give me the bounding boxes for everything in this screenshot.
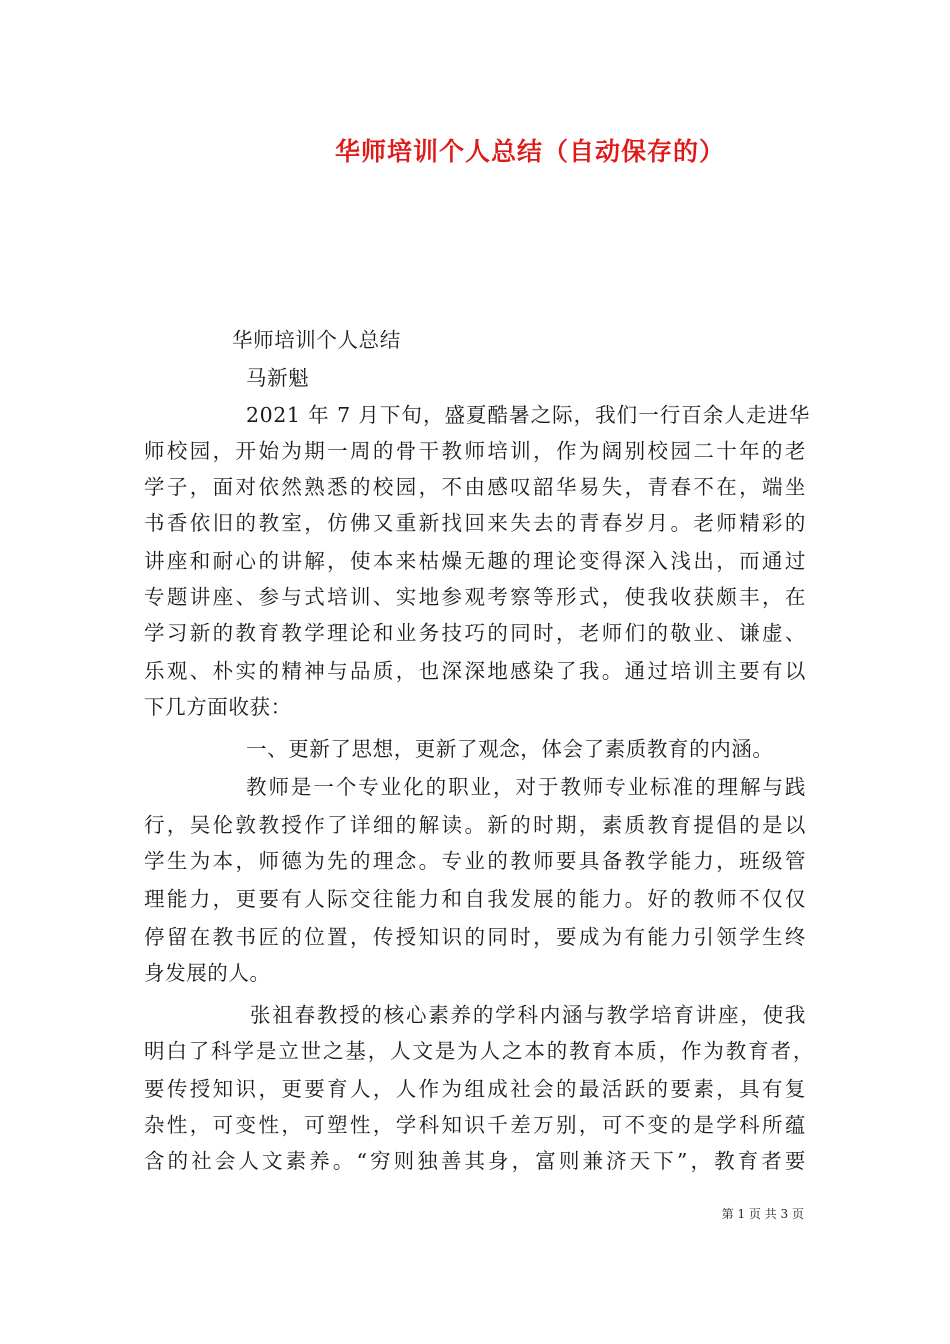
- paragraph-line: 学生为本，师德为先的理念。专业的教师要具备教学能力，班级管: [144, 849, 806, 873]
- paragraph-line: 2021 年 7 月下旬，盛夏酷暑之际，我们一行百余人走进华: [246, 403, 810, 427]
- paragraph-line: 要传授知识，更要育人，人作为组成社会的最活跃的要素，具有复: [144, 1077, 806, 1101]
- paragraph-line: 讲座和耐心的讲解，使本来枯燥无趣的理论变得深入浅出，而通过: [144, 549, 806, 573]
- paragraph-line: 停留在教书匠的位置，传授知识的同时，要成为有能力引领学生终: [144, 925, 806, 949]
- paragraph-line: 教师是一个专业化的职业，对于教师专业标准的理解与践: [246, 775, 806, 799]
- paragraph-line: 杂性，可变性，可塑性，学科知识千差万别，可不变的是学科所蕴: [144, 1113, 806, 1137]
- paragraph-line: 乐观、朴实的精神与品质，也深深地感染了我。通过培训主要有以: [144, 659, 806, 683]
- page-number: 第 1 页 共 3 页: [721, 1207, 804, 1221]
- paragraph-line: 明白了科学是立世之基，人文是为人之本的教育本质，作为教育者，: [144, 1039, 814, 1063]
- document-subtitle: 华师培训个人总结: [232, 328, 401, 352]
- document-title: 华师培训个人总结（自动保存的）: [334, 137, 725, 166]
- paragraph-line: 学习新的教育教学理论和业务技巧的同时，老师们的敬业、谦虚、: [144, 621, 806, 645]
- paragraph-line: 张祖春教授的核心素养的学科内涵与教学培育讲座，使我: [250, 1003, 806, 1027]
- paragraph-line: 含的社会人文素养。“穷则独善其身，富则兼济天下”，教育者要: [144, 1149, 806, 1173]
- paragraph-line: 学子，面对依然熟悉的校园，不由感叹韶华易失，青春不在，端坐: [144, 475, 806, 499]
- paragraph-line: 下几方面收获：: [144, 695, 292, 719]
- paragraph-line: 专题讲座、参与式培训、实地参观考察等形式，使我收获颇丰，在: [144, 585, 806, 609]
- section-heading: 一、更新了思想，更新了观念，体会了素质教育的内涵。: [246, 737, 774, 761]
- paragraph-line: 身发展的人。: [144, 961, 271, 985]
- paragraph-line: 书香依旧的教室，仿佛又重新找回来失去的青春岁月。老师精彩的: [144, 511, 806, 535]
- paragraph-line: 行，吴伦敦教授作了详细的解读。新的时期，素质教育提倡的是以: [144, 813, 806, 837]
- paragraph-line: 师校园，开始为期一周的骨干教师培训，作为阔别校园二十年的老: [144, 439, 806, 463]
- paragraph-line: 理能力，更要有人际交往能力和自我发展的能力。好的教师不仅仅: [144, 887, 806, 911]
- document-author: 马新魁: [246, 366, 310, 390]
